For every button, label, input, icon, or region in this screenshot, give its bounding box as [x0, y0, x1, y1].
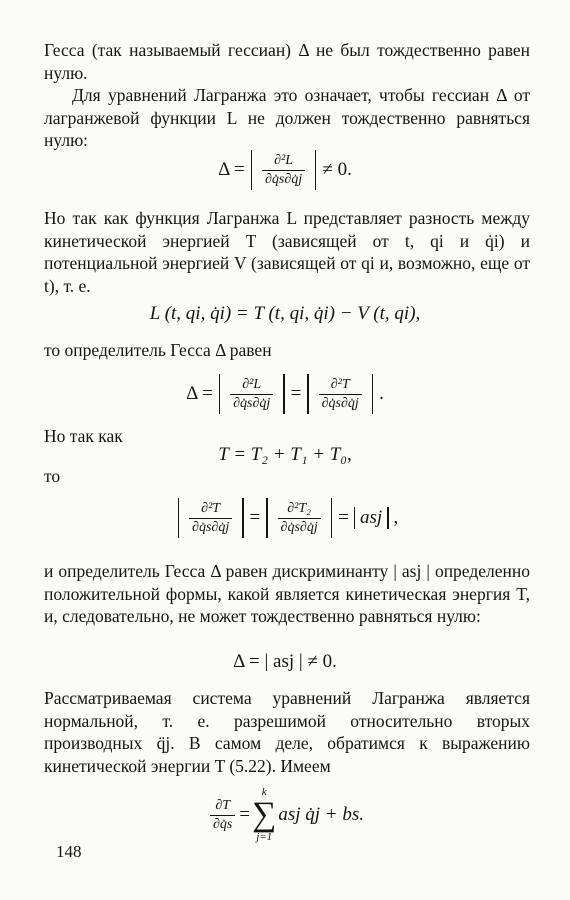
determinant-bar — [242, 498, 243, 538]
formula-hessian-equality — [0, 364, 570, 424]
fraction — [262, 153, 305, 188]
determinant-bar-left — [251, 150, 252, 190]
paragraph-1: Гесса (так называемый гессиан) Δ не был тождественно равен нулю. — [44, 40, 530, 83]
determinant-bar — [307, 374, 308, 414]
determinant-bar — [387, 507, 388, 529]
equals-sign: = — [338, 507, 349, 528]
paragraph-5: Но так как — [44, 426, 123, 446]
coefficient-term: asj — [360, 507, 383, 528]
sum-symbol: ∑ — [252, 796, 277, 833]
fraction-kinetic-quadratic — [278, 501, 321, 536]
formula-rhs: asj q̇j + bs. — [278, 804, 364, 825]
equals-sign: = — [239, 804, 251, 825]
determinant-bar — [283, 374, 284, 414]
formula-rhs: ≠ 0. — [322, 159, 352, 180]
summation — [252, 787, 276, 843]
formula-lagrangian: L (t, qi, q̇i) = T (t, qi, q̇i) − V (t, qi), — [149, 303, 421, 324]
fraction-numerator: ∂²L — [274, 152, 294, 168]
formula-kinetic-determinant — [0, 488, 570, 548]
fraction-denominator: ∂q̇s∂q̇j — [262, 170, 305, 188]
formula-end: , — [393, 507, 399, 528]
fraction-kinetic — [189, 501, 232, 536]
formula-lhs: Δ = — [186, 383, 213, 404]
determinant-bar — [372, 374, 373, 414]
page-number: 148 — [56, 842, 82, 861]
paragraph-2: Для уравнений Лагранжа это означает, чтобы гессиан Δ от лагранжевой функции L не должен тождественно равняться нулю: — [44, 85, 530, 150]
equals-sign: = — [290, 383, 302, 404]
fraction-denominator: ∂q̇s — [210, 815, 235, 833]
fraction-kinetic — [319, 377, 362, 412]
fraction-numerator: ∂²T — [201, 500, 221, 516]
fraction-numerator: ∂²L — [242, 376, 262, 392]
formula-nonzero: Δ = | asj | ≠ 0. — [233, 651, 337, 672]
equals-sign: = — [249, 507, 261, 528]
paragraph-4: то определитель Гесса Δ равен — [44, 340, 272, 360]
fraction-denominator: ∂q̇s∂q̇j — [230, 394, 273, 412]
fraction-denominator: ∂q̇s∂q̇j — [319, 394, 362, 412]
determinant-bar — [178, 498, 179, 538]
sum-upper-limit: k — [261, 786, 267, 798]
determinant-bar-right — [315, 150, 316, 190]
determinant-bar — [354, 507, 355, 529]
paragraph-6: то — [44, 466, 61, 486]
formula-end: . — [379, 383, 384, 404]
paragraph-8: Рассматриваемая система уравнений Лагранжа является нормальной, т. е. разрешимой относительно вторых производных q̈j. В самом деле, обратимся к выражению кинетической энергии T (5.22). Имеем — [44, 688, 530, 776]
fraction-numerator: ∂²T₂ — [287, 500, 312, 516]
determinant-bar — [219, 374, 220, 414]
determinant-bar — [266, 498, 267, 538]
sum-lower-limit: j=1 — [256, 831, 273, 843]
paragraph-7: и определитель Гесса Δ равен дискриминанту | asj | определенно положительной формы, какой является кинетическая энергия T, и, следовательно, не может тождественно равняться нулю: — [44, 561, 530, 626]
formula-hessian — [0, 140, 570, 200]
fraction-numerator: ∂²T — [330, 376, 350, 392]
fraction-derivative — [210, 798, 235, 833]
fraction-lagrangian — [230, 377, 273, 412]
fraction-denominator: ∂q̇s∂q̇j — [189, 518, 232, 536]
paragraph-3: Но так как функция Лагранжа L представляет разность между кинетической энергией T (зависящей от t, qi и q̇i) и потенциальной энергией V (зависящей от qi и, возможно, еще от t), т. е. — [44, 208, 530, 296]
determinant-bar — [331, 498, 332, 538]
formula-lhs: Δ = — [218, 159, 245, 180]
fraction-numerator: ∂T — [215, 797, 231, 813]
fraction-denominator: ∂q̇s∂q̇j — [278, 518, 321, 536]
formula-derivative-sum — [0, 780, 570, 850]
formula-kinetic-sum: T = T₂ + T₁ + T₀, — [218, 444, 352, 465]
